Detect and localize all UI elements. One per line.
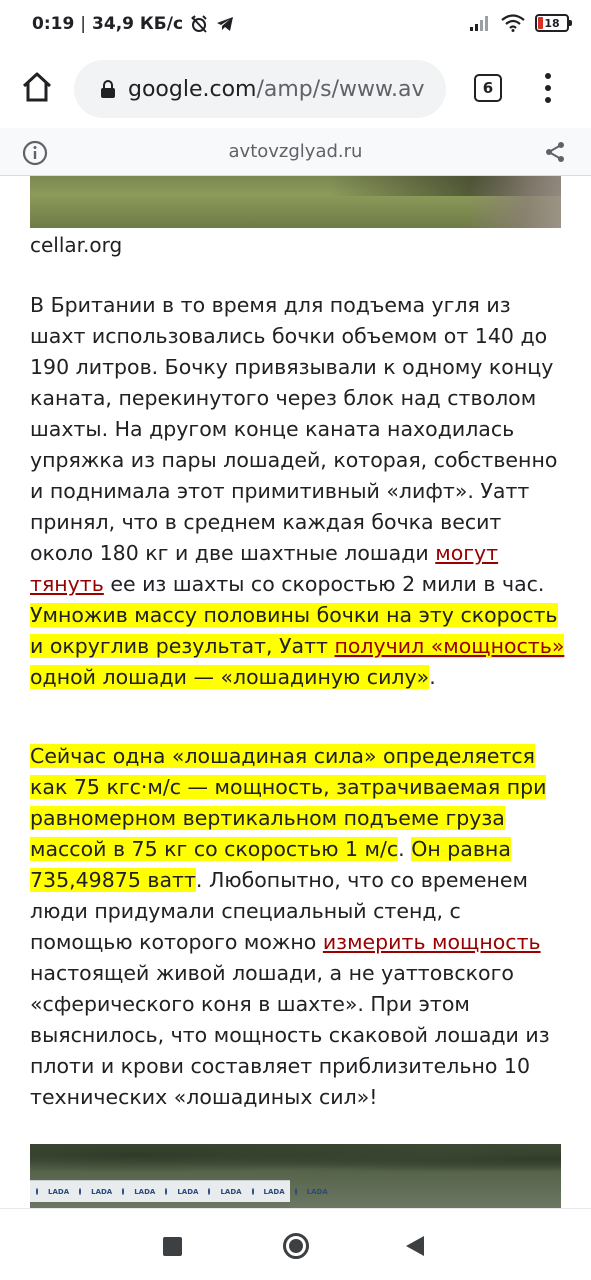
amp-domain[interactable]: avtovzglyad.ru [228,141,363,162]
lada-logo-icon [252,1188,254,1195]
photo-trees [30,1144,561,1180]
lada-logo-icon [208,1188,210,1195]
home-icon [20,71,54,103]
text-run: ее из шахты со скоростью 2 мили в час. [103,572,545,596]
network-speed: 34,9 КБ/с [92,14,184,34]
amp-header [0,128,591,176]
lada-logo-icon [79,1188,81,1195]
menu-dot [545,73,551,79]
highlighted-text: Он равна 735,49875 ватт [30,837,511,892]
highlighted-text: Сейчас одна «лошадиная сила» определяется как 75 кгс·м/с — мощность, затрачиваемая при равномерном вертикальном подъеме груза массой в 75 кг со скоростью 1 м/с [30,744,547,861]
link-mogut-tyanut[interactable]: могут тянуть [30,541,499,596]
article-paragraph-1 [30,290,565,693]
system-nav-bar [0,1208,591,1280]
signal-icon [469,14,491,32]
banner-text: LADA [220,1187,242,1196]
lock-icon[interactable] [100,79,116,99]
menu-dot [545,85,551,91]
url-domain: google.com [128,76,257,102]
recents-icon[interactable] [163,1237,182,1256]
status-right [469,14,569,32]
url-path: /amp/s/www.av [256,76,425,102]
text-run: настоящей живой лошади, а не уаттовского «сферического коня в шахте». При этом выяснилось, что мощность скаковой лошади из плоти и крови составляет приблизительно 10 технических «лошадиных сил»! [30,961,550,1109]
tab-switcher-icon[interactable] [474,74,502,102]
status-time: 0:19 [32,14,75,34]
article-content [0,176,591,1208]
alarm-off-icon [189,14,209,34]
status-left [32,14,235,34]
back-icon[interactable] [406,1236,424,1256]
banner-text: LADA [91,1187,113,1196]
browser-toolbar [0,56,591,122]
banner-text: LADA [306,1187,328,1196]
home-circle-dot [289,1239,303,1253]
share-icon[interactable] [543,140,567,168]
status-separator: | [80,14,87,34]
link-izmerit-moshchnost[interactable]: измерить мощность [322,930,541,954]
address-bar[interactable] [74,60,446,118]
article-paragraph-2 [30,741,565,1113]
lada-logo-icon [122,1188,124,1195]
telegram-icon [215,14,235,34]
text-run: . Любопытно, что со временем люди придумали специальный стенд, с помощью которого можно [30,868,529,954]
tab-count: 6 [482,79,494,97]
link-poluchil-moshchnost[interactable]: получил «мощность» [334,634,565,658]
wifi-icon [501,14,525,32]
home-button[interactable] [18,68,56,106]
article-photo-bottom [30,1144,561,1208]
battery-level: 18 [544,16,560,30]
banner-text: LADA [177,1187,199,1196]
text-run: . [398,837,412,861]
lada-logo-icon [295,1188,297,1195]
banner-text: LADA [263,1187,285,1196]
battery-fill [538,17,543,29]
photo-caption: cellar.org [30,233,123,257]
lada-logo-icon [165,1188,167,1195]
menu-dot [545,97,551,103]
highlighted-text: Умножив массу половины бочки на эту скорость и округлив результат, Уатт [30,603,558,658]
url-text[interactable] [128,77,425,102]
photo-road [471,176,561,228]
status-bar [0,0,591,56]
home-circle-icon[interactable] [283,1233,309,1259]
battery-icon [535,14,569,32]
lada-logo-icon [36,1188,38,1195]
text-run: В Британии в то время для подъема угля из шахт использовались бочки объемом от 140 до 190 литров. Бочку привязывали к одному концу каната, перекинутого через блок над стволом шахты. На другом конце каната находилась упряжка из пары лошадей, которая, собственно и поднимала этот примитивный «лифт». Уатт принял, что в среднем каждая бочка весит около 180 кг и две шахтные лошади [30,293,558,565]
text-run: . [429,665,436,689]
highlighted-text: одной лошади — «лошадиную силу» [30,665,430,689]
lada-banner [30,1180,328,1202]
banner-text: LADA [48,1187,70,1196]
overflow-menu-icon[interactable] [534,70,562,106]
article-photo-top [30,176,561,228]
banner-text: LADA [134,1187,156,1196]
